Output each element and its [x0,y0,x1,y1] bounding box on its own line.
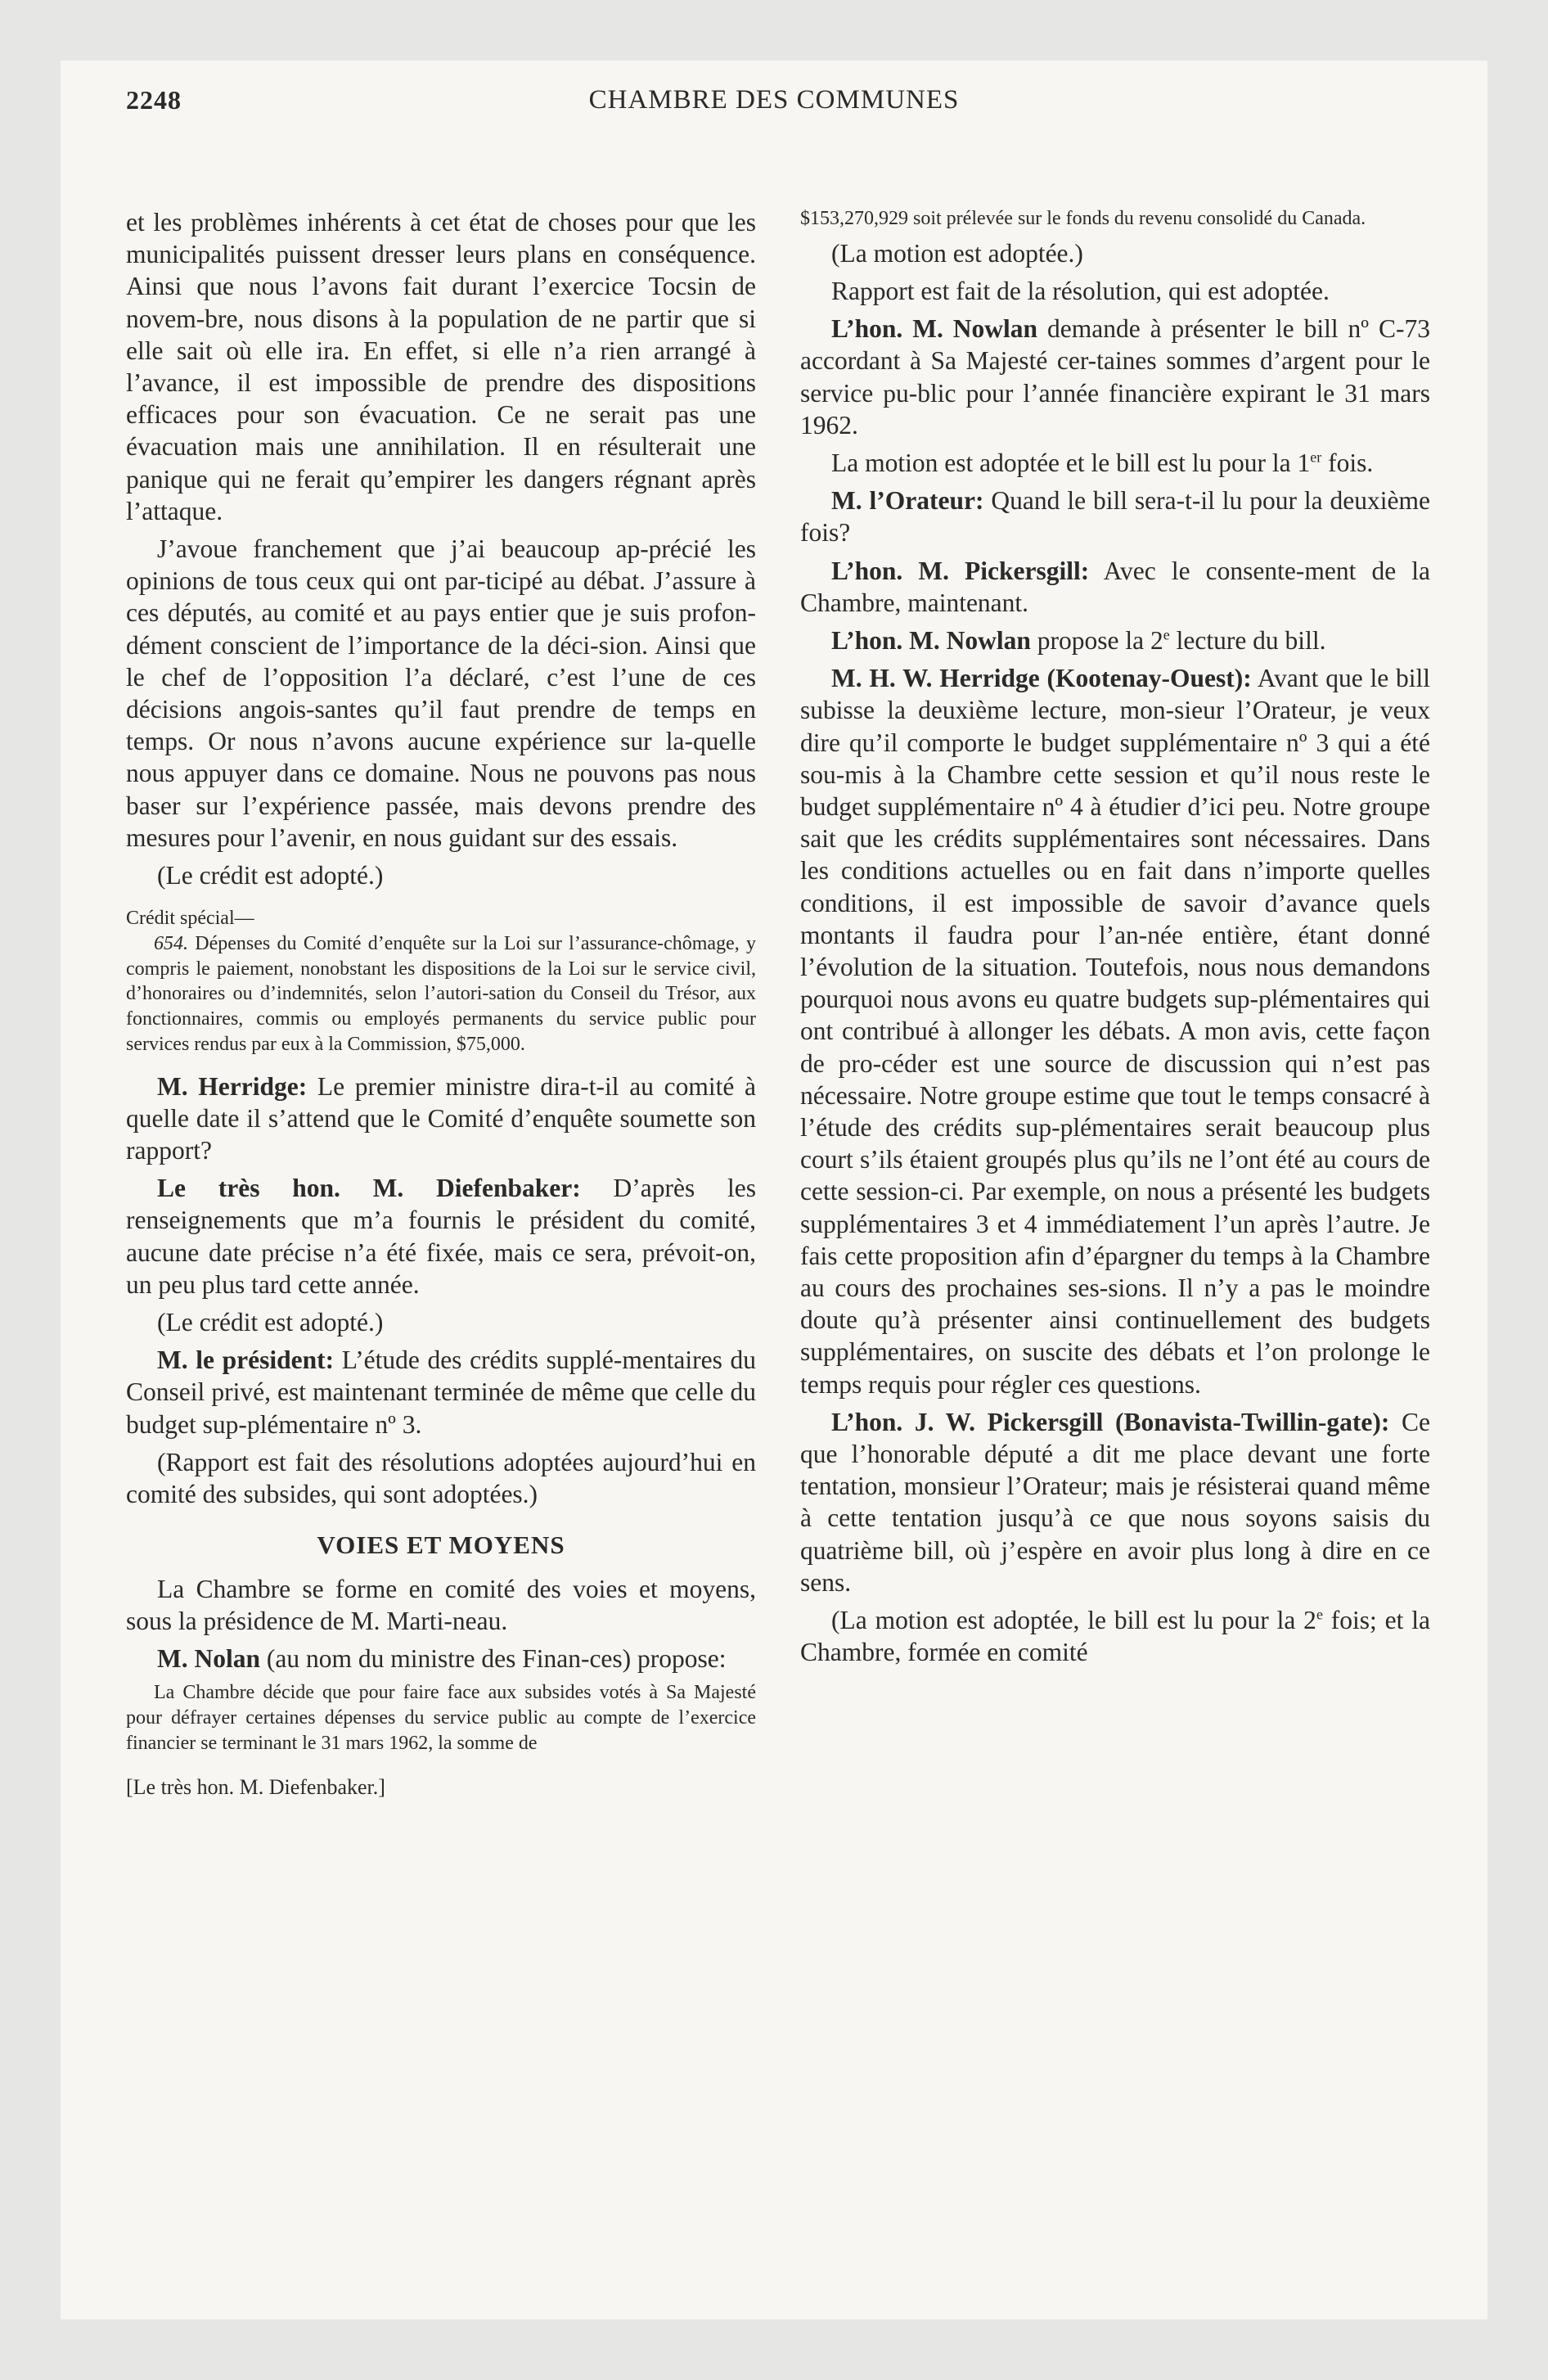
text-run: La motion est adoptée et le bill est lu pour la 1 [831,448,1311,477]
credit-number: 654. [154,932,188,954]
left-column [126,206,756,1806]
speech-text: (au nom du ministre des Finan-ces) propose: [266,1644,727,1674]
paragraph: (Le crédit est adopté.) [157,1308,384,1336]
speech [800,1406,1430,1598]
text-run: lecture du bill. [1169,625,1326,655]
speech [800,662,1430,1400]
page-number: 2248 [126,85,182,115]
speech-text: Avant que le bill subisse la deuxième lecture, mon-sieur l’Orateur, je veux dire qu’il comporte le budget supplémentaire nº 3 qui a été sou-mis à la Chambre cette session et qu’il nous reste le budget supplémentaire nº 4 à étudier d’ici peu. Notre groupe sait que les crédits supplémentaires sont nécessaires. Dans les conditions actuelles ou en fait dans n’importe quelles conditions, il est impossible de savoir d’avance quels montants il faudra pour l’an-née entière, étant donné l’évolution de la situation. Toutefois, nous nous demandons pourquoi nous avons eu quatre budgets sup-plémentaires qui ont contribué à allonger les débats. A mon avis, cette façon de pro-céder est une source de discussion qui n’est pas nécessaire. Notre groupe estime que tout le temps consacré à l’étude des crédits sup-plémentaires serait beaucoup plus court s’ils étaient groupés plus qu’ils ne l’ont été au cours de cette session-ci. Par exemple, on nous a présenté les budgets supplémentaires 3 et 4 immédiatement l’un après l’autre. Je fais cette proposition afin d’épargner du temps à la Chambre au cours des prochaines ses-sions. Il n’y a pas le moindre doute qu’à présenter ainsi continuellement des budgets supplémentaires, on suscite des débats et l’on prolonge le temps requis pour régler ces questions. [800,664,1430,1399]
speaker-name: L’hon. M. Nowlan [831,314,1038,344]
speech-text: Avec le consente-ment de la Chambre, maintenant. [800,556,1431,617]
speaker-name: L’hon. M. Pickersgill: [831,556,1090,585]
running-head [61,85,1487,134]
paragraph: Rapport est fait de la résolution, qui est adoptée. [831,276,1330,305]
text-run: propose la 2 [1037,625,1163,655]
speech-text: D’après les renseignements que m’a fournis le président du comité, aucune date précise n’a été fixée, mais ce sera, prévoit-on, un peu plus tard cette année. [126,1174,757,1299]
speech [800,313,1430,441]
paragraph: (Rapport est fait des résolutions adoptées aujourd’hui en comité des subsides, qui sont adoptées.) [126,1447,756,1509]
speech-text: L’étude des crédits supplé-mentaires du Conseil privé, est maintenant terminée de même que celle du budget sup-plémentaire nº 3. [126,1346,756,1439]
speech [126,1344,756,1440]
superscript: e [1316,1606,1323,1623]
paragraph: et les problèmes inhérents à cet état de choses pour que les municipalités puissent dresser leurs plans en conséquence. Ainsi que nous l’avons fait durant l’exercice Tocsin de novem-bre, nous disons à la population de ne partir que si elle sait où elle ira. En effet, si elle n’a rien arrangé à l’avance, il est impossible de prendre des dispositions efficaces pour son évacuation. Ce ne serait pas une évacuation mais une annihilation. Il en résulterait une panique qui ne ferait qu’empirer les dangers régnant après l’attaque. [126,208,756,525]
paragraph: J’avoue franchement que j’ai beaucoup ap-précié les opinions de tous ceux qui ont par-ticipé au débat. J’assure à ces députés, au comité et au pays entier que je suis profon-dément conscient de l’importance de la déci-sion. Ainsi que le chef de l’opposition l’a déclaré, c’est l’une de ces décisions angois-santes qu’il faut prendre de temps en temps. Or nous n’avons aucune expérience sur la-quelle nous appuyer dans ce domaine. Nous ne pouvons pas nous baser sur l’expérience passée, mais devons prendre des mesures pour l’avenir, en nous guidant sur des essais. [126,534,756,852]
speech-text: demande à présenter le bill nº C-73 accordant à Sa Majesté cer-taines sommes d’argent pour le service pu-blic pour l’année financière expirant le 31 mars 1962. [800,314,1430,439]
page-footer: [Le très hon. M. Diefenbaker.] [126,1774,385,1799]
speech-text: Ce que l’honorable député a dit me place devant une forte tentation, monsieur l’Orateur; mais je résisterai quand même à cette tentation jusqu’à ce que nous soyons saisis du quatrième bill, où j’espère en avoir plus long à dire en ce sens. [800,1407,1430,1597]
superscript: e [1163,626,1170,643]
speech-text: Quand le bill sera-t-il lu pour la deuxième fois? [800,486,1431,548]
credit-label: Crédit spécial— [126,908,254,930]
speaker-name: M. Herridge: [157,1071,308,1101]
speaker-name: M. le président: [157,1346,335,1375]
section-heading: VOIES ET MOYENS [317,1530,565,1560]
speech [800,555,1430,619]
speaker-name: M. l’Orateur: [831,486,984,516]
credit-item [126,906,756,1057]
speaker-name: Le très hon. M. Diefenbaker: [157,1174,581,1203]
superscript: er [1310,449,1322,466]
speech [126,1172,756,1300]
text-run: (La motion est adoptée, le bill est lu pour la 2 [831,1606,1316,1635]
motion-text: La Chambre décide que pour faire face aux subsides votés à Sa Majesté pour défrayer certaines dépenses du service public au compte de l’exercice financier se terminant le 31 mars 1962, la somme de [126,1682,756,1754]
speaker-name: M. Nolan [157,1644,260,1674]
speaker-name: L’hon. M. Nowlan [831,625,1031,655]
speaker-name: L’hon. J. W. Pickersgill (Bonavista-Twillin-gate): [831,1407,1390,1436]
credit-text [126,931,756,1057]
text-run: fois. [1321,448,1374,477]
text-run: fois; et la Chambre, formée en comité [800,1606,1431,1667]
motion-text-continued: $153,270,929 soit prélevée sur le fonds du revenu consolidé du Canada. [800,208,1366,229]
paragraph [800,447,1430,479]
paragraph: (La motion est adoptée.) [831,238,1083,268]
paragraph [800,1604,1430,1668]
journal-title: CHAMBRE DES COMMUNES [588,85,960,115]
paragraph: (Le crédit est adopté.) [157,861,384,890]
speech [800,485,1430,548]
speaker-name: M. H. W. Herridge (Kootenay-Ouest): [831,664,1252,693]
speech [126,1643,756,1675]
credit-body: Dépenses du Comité d’enquête sur la Loi sur l’assurance-chômage, y compris le paiement, nonobstant les dispositions de la Loi sur le service civil, d’honoraires ou d’indemnités, selon l’autori-sation du Conseil du Trésor, aux fonctionnaires, commis ou employés permanents du service public pour services rendus par eux à la Commission, $75,000. [126,932,757,1055]
speech-text: Le premier ministre dira-t-il au comité à quelle date il s’attend que le Comité d’enquête soumette son rapport? [126,1071,757,1165]
speech [126,1071,756,1167]
right-column [800,206,1430,1674]
paragraph: La Chambre se forme en comité des voies et moyens, sous la présidence de M. Marti-neau. [126,1574,756,1636]
speech [800,624,1430,656]
